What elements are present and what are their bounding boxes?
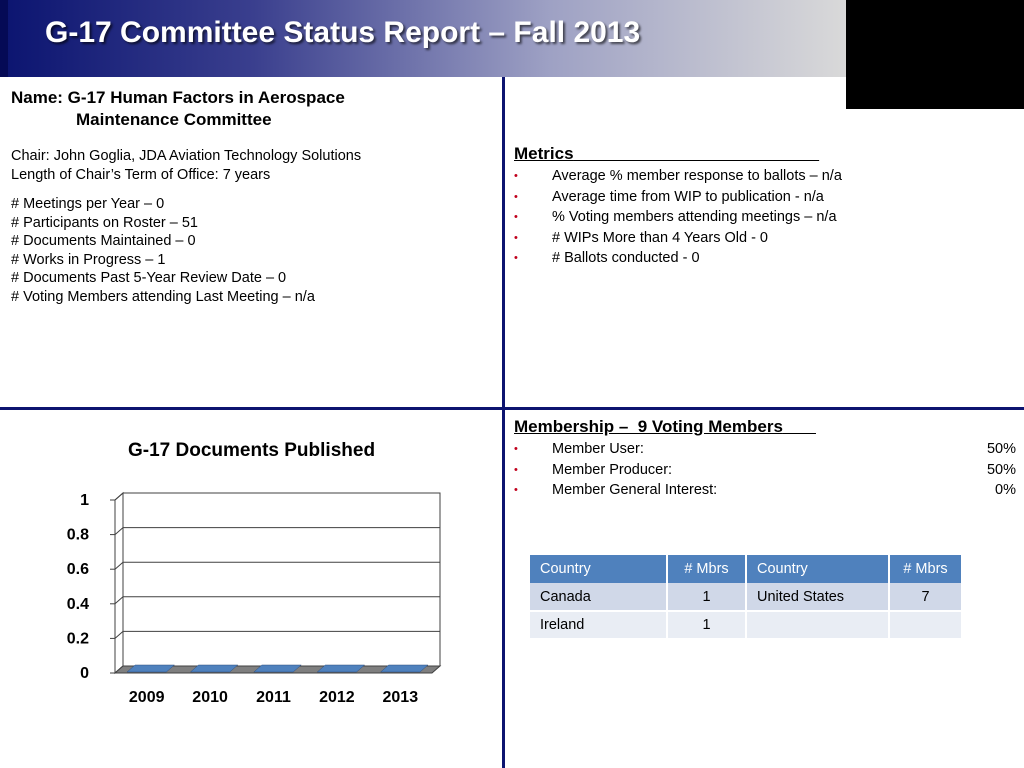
- table-header: Country: [530, 555, 667, 583]
- table-header-row: [530, 555, 962, 583]
- table-header: # Mbrs: [667, 555, 746, 583]
- bar: [127, 665, 174, 672]
- title-bar: [0, 0, 846, 77]
- membership-item: • Member User: 50%: [514, 439, 1016, 460]
- chart-title: G-17 Documents Published: [128, 440, 376, 461]
- metrics-heading-text: Metrics: [514, 144, 574, 163]
- bar: [317, 665, 364, 672]
- y-tick-label: 0.8: [66, 526, 89, 544]
- y-tick-label: 0: [80, 665, 89, 682]
- table-row: [530, 583, 962, 611]
- bullet-icon: •: [514, 211, 518, 223]
- table-row: [530, 611, 962, 639]
- membership-list: [514, 439, 1016, 501]
- y-tick-label: 0.4: [66, 595, 89, 613]
- bar: [254, 665, 301, 672]
- membership-heading-text: Membership – 9 Voting Members: [514, 417, 783, 436]
- title-accent: [0, 0, 8, 77]
- committee-stats: [11, 195, 315, 306]
- metrics-heading: [514, 144, 819, 164]
- stat-item: # Works in Progress – 1: [11, 251, 166, 268]
- chair-info: [11, 147, 361, 184]
- metrics-item: • % Voting members attending meetings – n/a: [514, 207, 842, 228]
- metrics-item: • Average time from WIP to publication - n/a: [514, 187, 842, 208]
- vertical-divider: [502, 77, 505, 768]
- stat-item: # Meetings per Year – 0: [11, 196, 165, 212]
- membership-heading: [514, 417, 816, 437]
- logo-placeholder: [846, 0, 1024, 109]
- table-cell: 7: [889, 583, 962, 611]
- chart-canvas: [40, 430, 500, 730]
- bullet-icon: •: [514, 170, 518, 182]
- bar: [190, 665, 237, 672]
- documents-chart: [40, 430, 500, 730]
- bullet-icon: •: [514, 231, 518, 244]
- table-cell: Ireland: [530, 611, 667, 639]
- x-tick-label: 2012: [319, 689, 355, 706]
- stat-item: # Participants on Roster – 51: [11, 214, 198, 231]
- table-cell: [889, 611, 962, 639]
- bullet-icon: •: [514, 463, 518, 476]
- stat-item: # Documents Past 5-Year Review Date – 0: [11, 270, 287, 286]
- table-header: # Mbrs: [889, 555, 962, 583]
- metrics-item: • # WIPs More than 4 Years Old - 0: [514, 228, 842, 249]
- metrics-item: • # Ballots conducted - 0: [514, 248, 842, 269]
- table-cell: 1: [667, 611, 746, 639]
- country-table: [530, 555, 963, 640]
- bar: [381, 665, 428, 672]
- page-title: G-17 Committee Status Report – Fall 2013: [45, 16, 641, 49]
- x-tick-label: 2010: [192, 689, 228, 706]
- stat-item: # Voting Members attending Last Meeting – n/a: [11, 288, 315, 305]
- committee-name: [11, 87, 345, 131]
- bullet-icon: •: [514, 443, 518, 455]
- y-tick-label: 1: [80, 492, 89, 509]
- committee-name-line1: Name: G-17 Human Factors in Aerospace: [11, 88, 345, 107]
- bullet-icon: •: [514, 190, 518, 203]
- x-tick-label: 2009: [128, 689, 165, 706]
- stat-item: # Documents Maintained – 0: [11, 233, 196, 249]
- membership-item: • Member General Interest: 0%: [514, 480, 1016, 501]
- y-tick-label: 0.2: [66, 630, 89, 648]
- bullet-icon: •: [514, 484, 518, 496]
- x-tick-label: 2011: [256, 689, 291, 706]
- table-cell: [746, 611, 889, 639]
- table-cell: Canada: [530, 583, 667, 611]
- chair-text: Chair: John Goglia, JDA Aviation Technology Solutions: [11, 148, 362, 164]
- bullet-icon: •: [514, 252, 518, 264]
- table-header: Country: [746, 555, 889, 583]
- horizontal-divider: [0, 407, 1024, 410]
- committee-name-line2: Maintenance Committee: [76, 110, 272, 129]
- term-text: Length of Chair’s Term of Office: 7 years: [11, 166, 271, 183]
- table-cell: United States: [746, 583, 889, 611]
- y-tick-label: 0.6: [66, 561, 89, 579]
- metrics-list: [514, 166, 842, 269]
- table-cell: 1: [667, 583, 746, 611]
- side-wall: [115, 493, 123, 673]
- plot-area: [123, 493, 440, 666]
- membership-item: • Member Producer: 50%: [514, 460, 1016, 481]
- metrics-item: • Average % member response to ballots – n/a: [514, 166, 842, 187]
- x-tick-label: 2013: [382, 689, 419, 706]
